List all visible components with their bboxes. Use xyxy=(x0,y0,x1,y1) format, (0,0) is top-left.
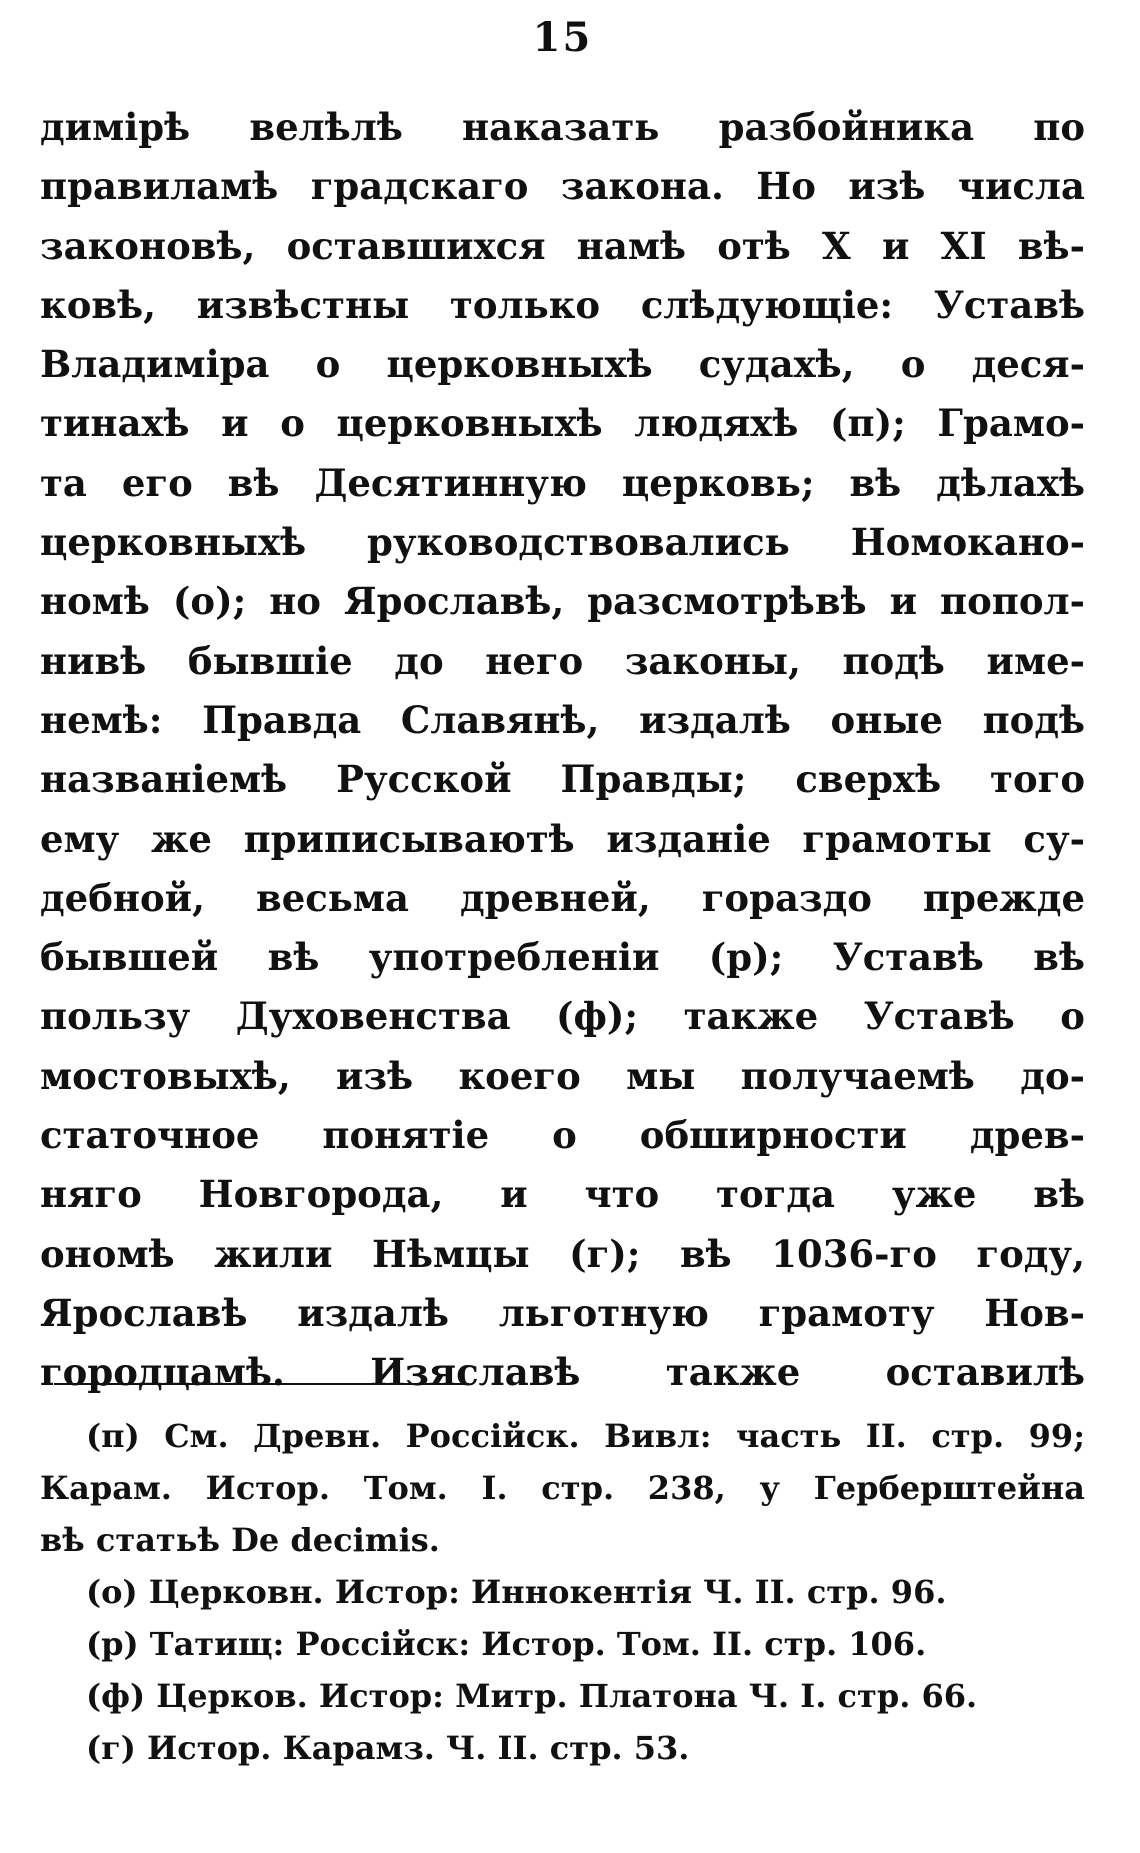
footnote-line: (о) Церковн. Истор: Иннокентія Ч. II. стр. 96. xyxy=(86,1573,947,1611)
body-line: та его вѣ Десятинную церковь; вѣ дѣлахѣ xyxy=(40,460,1085,505)
footnotes xyxy=(40,1410,1085,1774)
body-line: димірѣ велѣлѣ наказать разбойника по xyxy=(40,105,1085,149)
body-line: ковѣ, извѣстны только слѣдующіе: Уставѣ xyxy=(40,282,1085,327)
body-line: названіемѣ Русской Правды; сверхѣ того xyxy=(40,757,1085,802)
body-line: правиламѣ градскаго закона. Но изѣ числа xyxy=(40,164,1085,209)
body-line: бывшей вѣ употребленіи (р); Уставѣ вѣ xyxy=(40,935,1085,980)
body-text xyxy=(40,98,1085,1403)
body-line: ему же приписываютѣ изданіе грамоты су- xyxy=(40,816,1085,861)
footnote-separator xyxy=(54,1383,469,1385)
body-line: статочное понятіе о обширности древ- xyxy=(40,1113,1085,1158)
footnote-line: (г) Истор. Карамз. Ч. II. стр. 53. xyxy=(86,1729,690,1767)
footnote-line: (р) Татищ: Россійск: Истор. Том. II. стр. 106. xyxy=(86,1625,927,1663)
body-line: номѣ (о); но Ярославѣ, разсмотрѣвѣ и попол- xyxy=(40,579,1085,624)
body-line: церковныхѣ руководствовались Номокано- xyxy=(40,520,1085,565)
body-line: немѣ: Правда Славянѣ, издалѣ оные подѣ xyxy=(40,697,1085,742)
body-line: Владиміра о церковныхѣ судахѣ, о деся- xyxy=(40,342,1085,387)
body-line: законовѣ, оставшихся намѣ отѣ X и XI вѣ- xyxy=(40,223,1085,268)
body-line: ономѣ жили Нѣмцы (г); вѣ 1036-го году, xyxy=(40,1231,1085,1276)
book-page xyxy=(40,0,1085,1853)
footnote-line: (п) См. Древн. Россійск. Вивл: часть II. стр. 99; xyxy=(86,1417,1085,1455)
body-line: нивѣ бывшіе до него законы, подѣ име- xyxy=(40,638,1085,683)
body-line: городцамѣ. Изяславѣ также оставилѣ xyxy=(40,1350,1085,1395)
body-line: Ярославѣ издалѣ льготную грамоту Нов- xyxy=(40,1290,1085,1335)
footnote-line: Карам. Истор. Том. I. стр. 238, у Герберштейна xyxy=(40,1469,1085,1507)
footnote-line: вѣ статьѣ De decimis. xyxy=(40,1521,440,1559)
body-line: дебной, весьма древней, гораздо прежде xyxy=(40,875,1085,920)
body-line: няго Новгорода, и что тогда уже вѣ xyxy=(40,1172,1085,1217)
footnote-line: (ф) Церков. Истор: Митр. Платона Ч. I. стр. 66. xyxy=(86,1677,978,1715)
body-line: мостовыхѣ, изѣ коего мы получаемѣ до- xyxy=(40,1053,1085,1098)
body-line: пользу Духовенства (ф); также Уставѣ о xyxy=(40,994,1085,1039)
body-line: тинахѣ и о церковныхѣ людяхѣ (п); Грамо- xyxy=(40,401,1085,446)
page-number: 15 xyxy=(532,14,593,61)
